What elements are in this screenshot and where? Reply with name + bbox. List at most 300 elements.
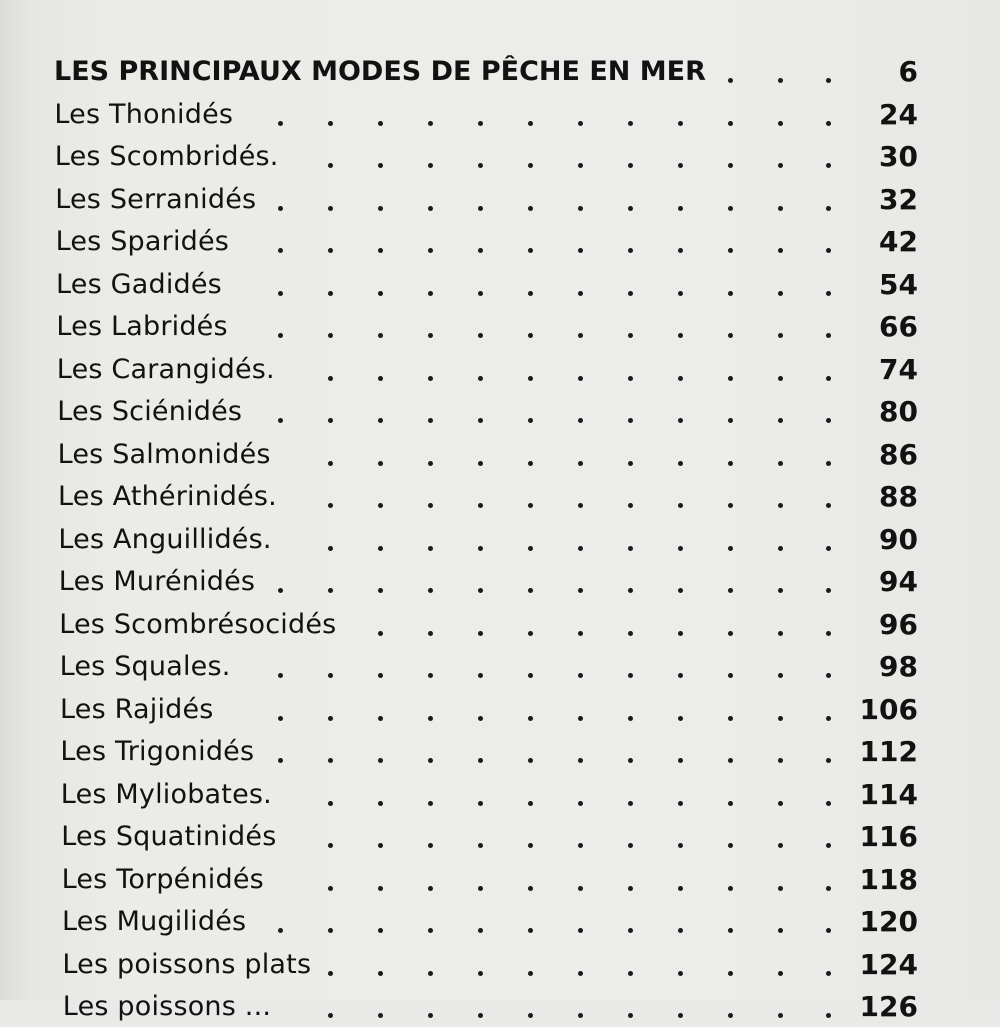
leader-dot: [478, 886, 483, 891]
leader-dot: [826, 1013, 831, 1018]
leader-dot: [278, 928, 283, 933]
leader-dot: [528, 928, 533, 933]
leader-dots: [0, 902, 1000, 942]
leader-dot: [678, 376, 683, 381]
leader-dot: [478, 503, 483, 508]
leader-dot: [478, 418, 483, 423]
leader-dot: [478, 376, 483, 381]
leader-dot: [826, 673, 831, 678]
leader-dot: [728, 503, 733, 508]
leader-dot: [778, 248, 783, 253]
leader-dot: [628, 333, 633, 338]
leader-dot: [478, 461, 483, 466]
leader-dot: [428, 291, 433, 296]
leader-dot: [778, 758, 783, 763]
leader-dot: [826, 971, 831, 976]
leader-dot: [778, 673, 783, 678]
leader-dots: [0, 180, 1000, 220]
leader-dot: [728, 1013, 733, 1018]
leader-dot: [428, 206, 433, 211]
toc-entry-label: Les Salmonidés: [57, 438, 271, 470]
leader-dots: [0, 477, 1000, 517]
toc-entry-page-number: 94: [879, 565, 918, 598]
leader-dot: [378, 1013, 383, 1018]
toc-entry-row: [0, 732, 1000, 772]
toc-entry-row: [0, 945, 1000, 985]
leader-dot: [428, 461, 433, 466]
toc-heading-page-number: 6: [898, 55, 918, 88]
leader-dot: [826, 163, 831, 168]
leader-dot: [528, 248, 533, 253]
leader-dot: [528, 546, 533, 551]
leader-dot: [778, 291, 783, 296]
leader-dot: [778, 928, 783, 933]
leader-dot: [778, 418, 783, 423]
leader-dot: [278, 673, 283, 678]
leader-dot: [428, 843, 433, 848]
leader-dot: [378, 121, 383, 126]
leader-dot: [428, 673, 433, 678]
leader-dot: [328, 461, 333, 466]
leader-dot: [528, 206, 533, 211]
leader-dot: [328, 928, 333, 933]
leader-dot: [778, 163, 783, 168]
leader-dot: [428, 503, 433, 508]
leader-dot: [728, 248, 733, 253]
leader-dot: [428, 801, 433, 806]
leader-dot: [778, 206, 783, 211]
leader-dot: [428, 588, 433, 593]
leader-dot: [778, 716, 783, 721]
leader-dot: [728, 673, 733, 678]
leader-dot: [778, 546, 783, 551]
leader-dot: [678, 248, 683, 253]
toc-entry-label: Les Athérinidés.: [58, 481, 277, 512]
leader-dot: [678, 291, 683, 296]
leader-dots: [0, 732, 1000, 772]
leader-dots: [0, 562, 1000, 602]
leader-dot: [778, 971, 783, 976]
leader-dot: [528, 843, 533, 848]
leader-dot: [578, 1013, 583, 1018]
leader-dot: [826, 376, 831, 381]
leader-dot: [378, 248, 383, 253]
leader-dot: [778, 333, 783, 338]
leader-dot: [578, 503, 583, 508]
leader-dot: [778, 376, 783, 381]
leader-dot: [328, 546, 333, 551]
leader-dot: [678, 121, 683, 126]
leader-dot: [328, 333, 333, 338]
toc-entry-page-number: 74: [879, 352, 918, 386]
leader-dot: [628, 971, 633, 976]
leader-dot: [826, 333, 831, 338]
leader-dot: [778, 121, 783, 126]
leader-dot: [628, 716, 633, 721]
leader-dot: [428, 971, 433, 976]
toc-entry-label: Les Serranidés: [55, 183, 257, 215]
leader-dot: [528, 1013, 533, 1018]
toc-entry-row: [0, 605, 1000, 645]
leader-dot: [328, 376, 333, 381]
leader-dot: [528, 758, 533, 763]
toc-entry-label: Les poissons plats: [62, 948, 312, 980]
leader-dot: [578, 333, 583, 338]
leader-dot: [528, 291, 533, 296]
toc-entry-label: Les Murénidés: [58, 566, 256, 597]
leader-dot: [628, 758, 633, 763]
leader-dot: [378, 588, 383, 593]
leader-dot: [478, 163, 483, 168]
leader-dot: [728, 546, 733, 551]
leader-dot: [478, 206, 483, 211]
leader-dot: [728, 121, 733, 126]
leader-dot: [578, 546, 583, 551]
leader-dot: [428, 418, 433, 423]
leader-dot: [478, 248, 483, 253]
toc-entry-row: [0, 95, 1000, 135]
toc-entry-label: Les Labridés: [56, 311, 228, 342]
leader-dot: [628, 631, 633, 636]
leader-dot: [728, 333, 733, 338]
leader-dot: [578, 163, 583, 168]
leader-dot: [728, 206, 733, 211]
leader-dot: [678, 333, 683, 338]
leader-dot: [528, 121, 533, 126]
leader-dot: [678, 971, 683, 976]
leader-dot: [328, 971, 333, 976]
leader-dot: [478, 631, 483, 636]
leader-dot: [578, 716, 583, 721]
leader-dot: [628, 588, 633, 593]
leader-dot: [478, 1013, 483, 1018]
toc-entry-row: [0, 180, 1000, 220]
leader-dot: [578, 843, 583, 848]
leader-dot: [528, 418, 533, 423]
leader-dot: [778, 631, 783, 636]
leader-dots: [0, 690, 1000, 730]
leader-dot: [728, 291, 733, 296]
leader-dot: [378, 673, 383, 678]
leader-dot: [678, 503, 683, 508]
leader-dot: [278, 758, 283, 763]
leader-dot: [628, 503, 633, 508]
leader-dot: [328, 291, 333, 296]
leader-dot: [428, 546, 433, 551]
toc-entry-label: Les Carangidés.: [56, 353, 275, 385]
leader-dot: [678, 546, 683, 551]
leader-dot: [528, 886, 533, 891]
leader-dot: [378, 716, 383, 721]
leader-dot: [628, 546, 633, 551]
leader-dot: [578, 928, 583, 933]
leader-dots: [0, 775, 1000, 815]
toc-entry-label: Les Trigonidés: [60, 736, 255, 767]
leader-dot: [678, 206, 683, 211]
leader-dot: [478, 843, 483, 848]
leader-dot: [378, 291, 383, 296]
toc-entry-page-number: 114: [859, 777, 918, 811]
toc-entry-label: Les Mugilidés: [62, 906, 247, 937]
leader-dot: [428, 248, 433, 253]
leader-dots: [0, 605, 1000, 645]
leader-dot: [826, 801, 831, 806]
leader-dot: [826, 248, 831, 253]
leader-dot: [378, 801, 383, 806]
toc-entry-page-number: 106: [859, 692, 918, 726]
toc-entry-row: [0, 350, 1000, 390]
leader-dot: [378, 843, 383, 848]
leader-dot: [826, 758, 831, 763]
toc-heading-row: [0, 52, 1000, 92]
leader-dot: [778, 78, 783, 83]
leader-dot: [628, 1013, 633, 1018]
toc-entry-row: [0, 562, 1000, 602]
leader-dot: [678, 886, 683, 891]
leader-dot: [628, 418, 633, 423]
leader-dot: [678, 673, 683, 678]
leader-dot: [528, 716, 533, 721]
leader-dot: [578, 673, 583, 678]
leader-dot: [826, 503, 831, 508]
toc-entry-row: [0, 520, 1000, 560]
leader-dot: [478, 801, 483, 806]
toc-entry-page-number: 66: [879, 310, 918, 343]
leader-dot: [378, 418, 383, 423]
leader-dot: [628, 376, 633, 381]
leader-dot: [328, 1013, 333, 1018]
leader-dots: [0, 392, 1000, 432]
leader-dot: [478, 758, 483, 763]
leader-dot: [628, 163, 633, 168]
leader-dot: [778, 588, 783, 593]
leader-dot: [578, 801, 583, 806]
leader-dot: [428, 333, 433, 338]
toc-entry-page-number: 86: [879, 437, 918, 471]
leader-dot: [378, 886, 383, 891]
toc-entry-label: Les Torpénidés: [61, 863, 264, 895]
leader-dot: [678, 1013, 683, 1018]
leader-dot: [478, 673, 483, 678]
leader-dot: [478, 928, 483, 933]
toc-entry-label: Les Anguillidés.: [58, 523, 272, 555]
leader-dot: [826, 461, 831, 466]
toc-entry-page-number: 88: [879, 480, 918, 513]
leader-dot: [778, 843, 783, 848]
toc-entry-label: Les Sparidés: [55, 226, 230, 257]
toc-entry-row: [0, 690, 1000, 730]
leader-dot: [578, 461, 583, 466]
leader-dot: [826, 843, 831, 848]
leader-dot: [728, 843, 733, 848]
toc-entry-row: [0, 987, 1000, 1027]
leader-dot: [378, 461, 383, 466]
leader-dot: [428, 631, 433, 636]
leader-dot: [578, 121, 583, 126]
toc-entry-label: Les Squales.: [59, 651, 231, 682]
leader-dot: [378, 503, 383, 508]
leader-dots: [0, 265, 1000, 305]
leader-dot: [628, 801, 633, 806]
leader-dots: [0, 987, 1000, 1027]
toc-entry-page-number: 98: [879, 650, 918, 683]
leader-dot: [378, 333, 383, 338]
leader-dot: [628, 673, 633, 678]
leader-dot: [328, 801, 333, 806]
leader-dot: [578, 418, 583, 423]
toc-entry-label: Les Sciénidés: [57, 396, 243, 427]
leader-dot: [826, 716, 831, 721]
leader-dot: [278, 716, 283, 721]
toc-entry-page-number: 42: [879, 225, 918, 258]
leader-dot: [328, 418, 333, 423]
toc-entry-row: [0, 902, 1000, 942]
toc-entry-label: Les Myliobates.: [60, 778, 272, 810]
toc-entry-row: [0, 137, 1000, 177]
leader-dot: [728, 801, 733, 806]
leader-dot: [678, 758, 683, 763]
leader-dot: [278, 333, 283, 338]
leader-dot: [826, 546, 831, 551]
leader-dot: [826, 78, 831, 83]
toc-entry-row: [0, 477, 1000, 517]
toc-entry-row: [0, 775, 1000, 815]
leader-dot: [378, 928, 383, 933]
leader-dot: [478, 971, 483, 976]
leader-dot: [278, 418, 283, 423]
leader-dots: [0, 817, 1000, 857]
leader-dot: [328, 843, 333, 848]
toc-entry-label: Les Scombridés.: [54, 141, 279, 172]
leader-dot: [328, 588, 333, 593]
leader-dots: [0, 860, 1000, 900]
toc-entry-row: [0, 817, 1000, 857]
leader-dot: [728, 631, 733, 636]
leader-dot: [578, 971, 583, 976]
leader-dot: [678, 843, 683, 848]
toc-entry-row: [0, 265, 1000, 305]
leader-dot: [378, 546, 383, 551]
toc-entry-page-number: 116: [859, 820, 918, 853]
leader-dot: [826, 631, 831, 636]
toc-entry-label: Les Thonidés: [54, 98, 234, 130]
leader-dot: [428, 1013, 433, 1018]
leader-dot: [578, 758, 583, 763]
leader-dot: [578, 206, 583, 211]
leader-dot: [678, 461, 683, 466]
leader-dot: [528, 503, 533, 508]
toc-entry-row: [0, 307, 1000, 347]
leader-dot: [528, 673, 533, 678]
leader-dot: [778, 1013, 783, 1018]
leader-dot: [778, 461, 783, 466]
leader-dot: [728, 971, 733, 976]
toc-entry-label: Les poissons ...: [62, 991, 272, 1022]
leader-dot: [378, 163, 383, 168]
leader-dot: [328, 121, 333, 126]
leader-dots: [0, 435, 1000, 475]
leader-dot: [478, 291, 483, 296]
leader-dot: [628, 121, 633, 126]
leader-dot: [428, 121, 433, 126]
toc-entry-page-number: 90: [879, 522, 918, 556]
leader-dot: [578, 588, 583, 593]
leader-dot: [378, 758, 383, 763]
toc-entry-page-number: 96: [879, 607, 918, 641]
leader-dot: [728, 928, 733, 933]
leader-dot: [478, 716, 483, 721]
leader-dot: [678, 716, 683, 721]
leader-dot: [528, 461, 533, 466]
toc-entry-label: Les Rajidés: [60, 693, 214, 725]
leader-dot: [826, 886, 831, 891]
leader-dot: [378, 631, 383, 636]
toc-entry-row: [0, 647, 1000, 687]
leader-dot: [428, 758, 433, 763]
leader-dot: [278, 121, 283, 126]
leader-dot: [826, 928, 831, 933]
leader-dot: [826, 121, 831, 126]
leader-dot: [826, 206, 831, 211]
leader-dot: [778, 886, 783, 891]
leader-dot: [478, 121, 483, 126]
leader-dot: [528, 376, 533, 381]
leader-dot: [628, 886, 633, 891]
leader-dot: [278, 588, 283, 593]
leader-dot: [478, 546, 483, 551]
leader-dot: [728, 376, 733, 381]
leader-dot: [728, 461, 733, 466]
leader-dot: [628, 928, 633, 933]
leader-dot: [678, 928, 683, 933]
toc-entry-page-number: 126: [859, 990, 918, 1023]
leader-dot: [528, 801, 533, 806]
toc-entry-page-number: 80: [879, 395, 918, 428]
leader-dots: [0, 945, 1000, 985]
leader-dot: [628, 248, 633, 253]
leader-dot: [628, 291, 633, 296]
toc-entry-label: Les Gadidés: [56, 268, 222, 300]
toc-entry-page-number: 32: [879, 182, 918, 216]
leader-dot: [428, 886, 433, 891]
leader-dot: [328, 503, 333, 508]
leader-dot: [678, 631, 683, 636]
leader-dot: [728, 886, 733, 891]
leader-dot: [378, 971, 383, 976]
leader-dots: [0, 307, 1000, 347]
leader-dot: [328, 248, 333, 253]
leader-dot: [826, 291, 831, 296]
leader-dot: [328, 163, 333, 168]
leader-dot: [778, 801, 783, 806]
leader-dot: [728, 588, 733, 593]
toc-entry-page-number: 112: [859, 735, 918, 768]
leader-dot: [528, 588, 533, 593]
toc-entry-label: Les Scombrésocidés: [59, 608, 337, 640]
toc-entry-label: Les Squatinidés: [61, 821, 277, 852]
leader-dot: [278, 291, 283, 296]
leader-dot: [728, 418, 733, 423]
leader-dot: [826, 588, 831, 593]
toc-entry-page-number: 124: [859, 947, 918, 981]
leader-dot: [278, 206, 283, 211]
toc-entry-page-number: 30: [879, 140, 918, 173]
leader-dots: [0, 222, 1000, 262]
leader-dot: [578, 631, 583, 636]
leader-dot: [678, 801, 683, 806]
toc-entry-page-number: 118: [859, 862, 918, 896]
leader-dots: [0, 647, 1000, 687]
